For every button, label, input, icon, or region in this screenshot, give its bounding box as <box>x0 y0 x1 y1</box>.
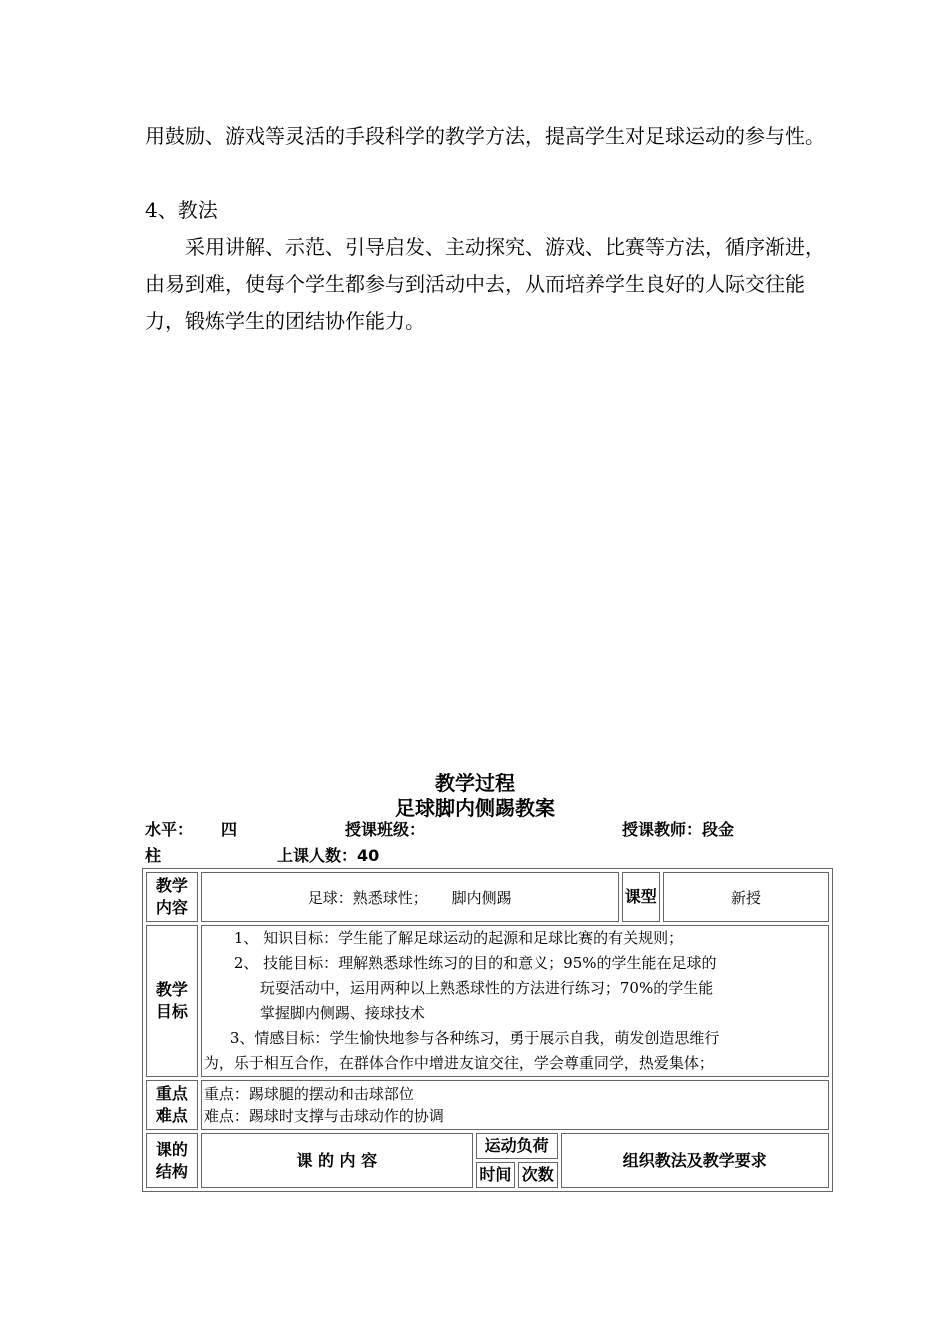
paragraph-teaching-method: 采用讲解、示范、引导启发、主动探究、游戏、比赛等方法，循序渐进，由易到难，使每个学生都参与到活动中去，从而培养学生良好的人际交往能力，锻炼学生的团结协作能力。 <box>145 235 825 333</box>
section-heading-teaching-method: 4、教法 <box>145 198 218 222</box>
class-label: 授课班级： <box>345 820 426 839</box>
row-structure-header <box>146 1133 829 1159</box>
goal-emotion: 3、情感目标：学生愉快地参与各种练习，勇于展示自我，萌发创造思维行 <box>229 1029 720 1047</box>
title-lesson-plan: 足球脚内侧踢教案 <box>395 796 555 820</box>
row-teaching-goals <box>146 925 829 1077</box>
label-teaching-goals: 教学目标 <box>146 925 198 1077</box>
student-count: 上课人数：40 <box>277 846 380 865</box>
teacher-name-continued: 柱 <box>145 846 162 865</box>
label-key-points: 重点难点 <box>146 1080 198 1130</box>
teaching-content-value: 足球：熟悉球性； 脚内侧踢 <box>201 872 619 922</box>
paragraph-methods-continued: 用鼓励、游戏等灵活的手段科学的教学方法，提高学生对足球运动的参与性。 <box>145 124 825 148</box>
goal-skill: 2、 技能目标：理解熟悉球性练习的目的和意义；95%的学生能在足球的 <box>233 954 717 972</box>
label-lesson-structure: 课的结构 <box>146 1133 198 1188</box>
label-teaching-content: 教学内容 <box>146 872 198 922</box>
level-value: 四 <box>221 820 238 839</box>
goal-knowledge: 1、 知识目标：学生能了解足球运动的起源和足球比赛的有关规则； <box>233 929 684 947</box>
row-teaching-content <box>146 872 829 922</box>
header-time: 时间 <box>476 1162 515 1188</box>
lesson-plan-table <box>142 868 833 1192</box>
teaching-goals <box>201 925 829 1077</box>
difficult-point: 难点：踢球时支撑与击球动作的协调 <box>203 1107 444 1125</box>
key-points <box>201 1080 829 1130</box>
header-count: 次数 <box>518 1162 557 1188</box>
goal-emotion-line2: 为，乐于相互合作，在群体合作中增进友谊交往，学会尊重同学，热爱集体； <box>203 1054 714 1072</box>
goal-skill-line2: 玩耍活动中，运用两种以上熟悉球性的方法进行练习；70%的学生能 <box>259 979 714 997</box>
goal-skill-line3: 掌握脚内侧踢、接球技术 <box>259 1004 425 1022</box>
key-point: 重点：踢球腿的摆动和击球部位 <box>203 1085 414 1103</box>
teacher-label: 授课教师：段金 <box>622 820 735 839</box>
lesson-type-value: 新授 <box>663 872 829 922</box>
header-exercise-load: 运动负荷 <box>476 1133 558 1159</box>
level-label: 水平： <box>145 820 194 839</box>
header-lesson-content: 课 的 内 容 <box>201 1133 473 1188</box>
row-key-points <box>146 1080 829 1130</box>
header-organization-method: 组织教法及教学要求 <box>561 1133 830 1188</box>
title-teaching-process: 教学过程 <box>435 771 515 795</box>
label-lesson-type: 课型 <box>622 872 660 922</box>
